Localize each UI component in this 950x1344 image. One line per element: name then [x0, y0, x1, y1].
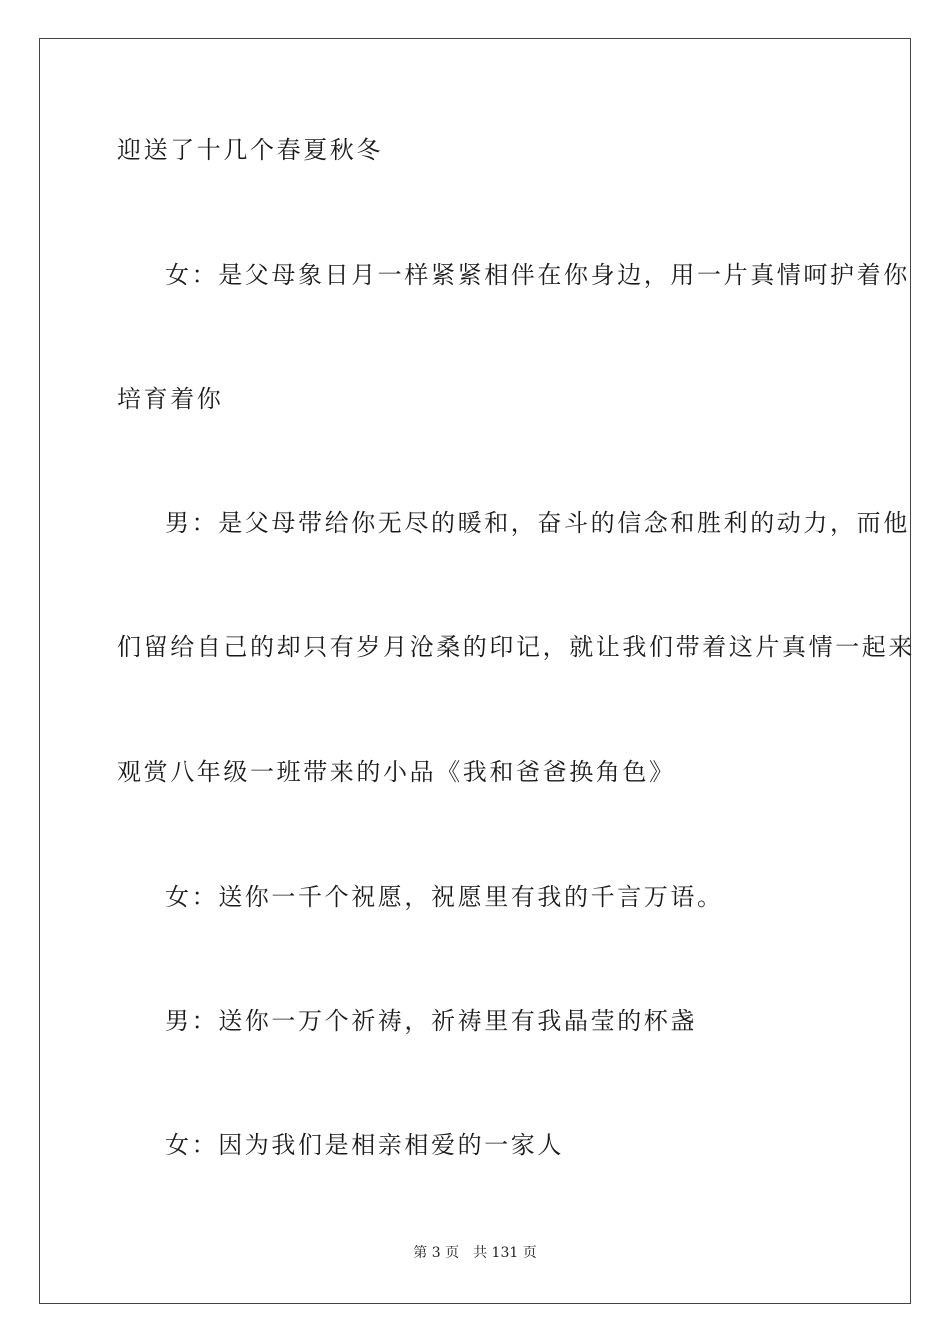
- page-border: [39, 38, 911, 1304]
- text-line-3: 培育着你: [117, 385, 224, 413]
- page-number: 第 3 页: [413, 1245, 460, 1261]
- text-line-6: 观赏八年级一班带来的小品《我和爸爸换角色》: [117, 758, 676, 786]
- text-line-8: 男：送你一万个祈祷，祈祷里有我晶莹的杯盏: [165, 1007, 697, 1035]
- text-line-2: 女：是父母象日月一样紧紧相伴在你身边，用一片真情呵护着你: [165, 261, 910, 289]
- page-footer: [0, 1244, 950, 1262]
- page-total: 共 131 页: [473, 1245, 537, 1261]
- text-line-1: 迎送了十几个春夏秋冬: [117, 136, 383, 164]
- text-line-5: 们留给自己的却只有岁月沧桑的印记，就让我们带着这片真情一起来: [117, 633, 915, 661]
- text-line-4: 男：是父母带给你无尽的暖和，奋斗的信念和胜利的动力，而他: [165, 509, 910, 537]
- text-line-9: 女：因为我们是相亲相爱的一家人: [165, 1131, 564, 1159]
- text-line-7: 女：送你一千个祝愿，祝愿里有我的千言万语。: [165, 883, 724, 911]
